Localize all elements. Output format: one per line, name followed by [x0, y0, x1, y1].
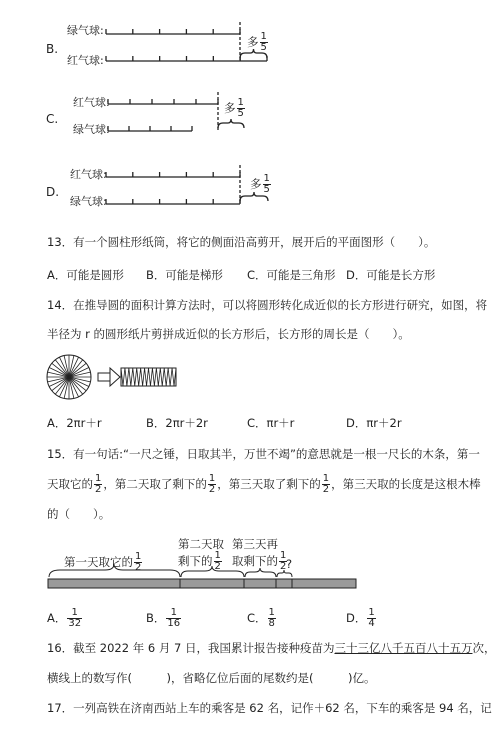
q17-line1: 17．一列高铁在济南西站上车的乘客是 62 名，记作＋62 名，下车的乘客是 94 名，记 [47, 701, 492, 715]
q15-line1: 15．有一句话:“一尺之锤，日取其半，万世不竭”的意思就是一根一尺长的木条，第一 [47, 447, 480, 461]
q13-stem: 13．有一个圆柱形纸筒，将它的侧面沿高剪开，展开后的平面图形（ ）。 [47, 235, 436, 249]
circle-sector-line [69, 372, 90, 377]
circle-sector-line [69, 377, 90, 382]
option-d-row2-label: 绿气球: [70, 195, 107, 208]
q13-option-a: A．可能是圆形 [47, 268, 124, 282]
q15-option-d: D． $\frac{1}{4}$ [346, 607, 375, 629]
q14-option-c: C．πr＋r [247, 416, 295, 430]
q14-option-a: A．2πr＋r [47, 416, 102, 430]
circle-sector-line [69, 377, 79, 397]
q15-option-b: B． $\frac{1}{16}$ [146, 607, 181, 629]
circle-sector-line [49, 377, 69, 387]
option-c-row2-label: 绿气球: [73, 123, 110, 136]
q15-line2: 天取它的 $\frac{1}{2}$ ，第二天取了剩下的 $\frac{1}{2}$ ，第三天取了剩下的 $\frac{1}{2}$ ，第三天取的长度是这根木棒 [47, 473, 481, 495]
circle-sector-line [69, 377, 89, 387]
option-c-letter: C. [46, 112, 59, 126]
circle-sector-line [55, 360, 69, 377]
q16-line2: 横线上的数写作( )，省略亿位后面的尾数约是( )亿。 [47, 671, 376, 685]
q15-diagram-day1-label: 第一天取它的 $\frac{1}{2}$ [64, 551, 142, 573]
q15-line3: 的（ ）。 [47, 507, 111, 521]
q15-diagram-day2-bottom: 剩下的 $\frac{1}{2}$ [178, 550, 221, 572]
circle-sector-line [59, 377, 69, 397]
circle-sector-line [52, 363, 69, 377]
circle-sector-line [69, 377, 86, 391]
q14-option-d: D．πr＋2r [346, 416, 402, 430]
circle-sector-line [69, 377, 83, 394]
option-d-more-label: 多 $\frac{1}{5}$ [250, 173, 270, 195]
circle-sector-line [69, 377, 74, 398]
q13-option-c: C．可能是三角形 [247, 268, 336, 282]
q14-option-b: B．2πr＋2r [146, 416, 208, 430]
circle-sector-line [64, 356, 69, 377]
circle-sector-line [64, 377, 69, 398]
q16-line1: 16．截至 2022 年 6 月 7 日，我国累计报告接种疫苗为三十三亿八千五百八十五万次， [47, 641, 495, 655]
q15-diagram-day3-bottom: 取剩下的 $\frac{1}{2}$ [232, 550, 287, 572]
circle-sector-line [69, 363, 86, 377]
q13-option-b: B．可能是梯形 [146, 268, 223, 282]
option-b-letter: B. [46, 42, 59, 56]
right-arrow-icon [98, 368, 120, 386]
circle-sector-line [55, 377, 69, 394]
circle-sector-line [69, 357, 79, 377]
option-b-row2-label: 红气球: [67, 54, 104, 67]
q15-diagram-day3-top: 第三天再 [232, 537, 278, 551]
circle-shape [47, 355, 91, 399]
circle-sector-line [48, 372, 69, 377]
option-b-more-label: 多 $\frac{1}{5}$ [247, 31, 267, 53]
q14-stem-line2: 半径为 r 的圆形纸片剪拼成近似的长方形后，长方形的周长是（ ）。 [47, 327, 410, 341]
circle-sector-line [69, 360, 83, 377]
option-c-more-label: 多 $\frac{1}{5}$ [224, 97, 244, 119]
circle-sector-line [48, 377, 69, 382]
circle-sector-line [69, 367, 89, 377]
rectangle-sector-zigzag [121, 368, 176, 386]
circle-sector-line [59, 357, 69, 377]
more-brace [218, 119, 244, 128]
circle-sector-line [69, 356, 74, 377]
q16-underlined-number: 三十三亿八千五百八十五万 [334, 641, 473, 655]
option-c-row1-label: 红气球: [73, 96, 110, 109]
q15-option-c: C． $\frac{1}{8}$ [247, 607, 275, 629]
q15-diagram-day2-top: 第二天取 [178, 537, 224, 551]
q14-stem-line1: 14．在推导圆的面积计算方法时，可以将圆形转化成近似的长方形进行研究，如图，将 [47, 298, 488, 312]
option-b-row1-label: 绿气球: [67, 24, 104, 37]
q15-option-a: A． $\frac{1}{32}$ [47, 607, 82, 629]
circle-sector-line [52, 377, 69, 391]
option-d-letter: D. [46, 185, 60, 199]
q15-diagram-question-mark: ? [286, 557, 293, 571]
circle-sector-line [49, 367, 69, 377]
option-d-row1-label: 红气球: [70, 168, 107, 181]
approx-rectangle-shape [121, 368, 176, 386]
q13-option-d: D．可能是长方形 [346, 268, 436, 282]
